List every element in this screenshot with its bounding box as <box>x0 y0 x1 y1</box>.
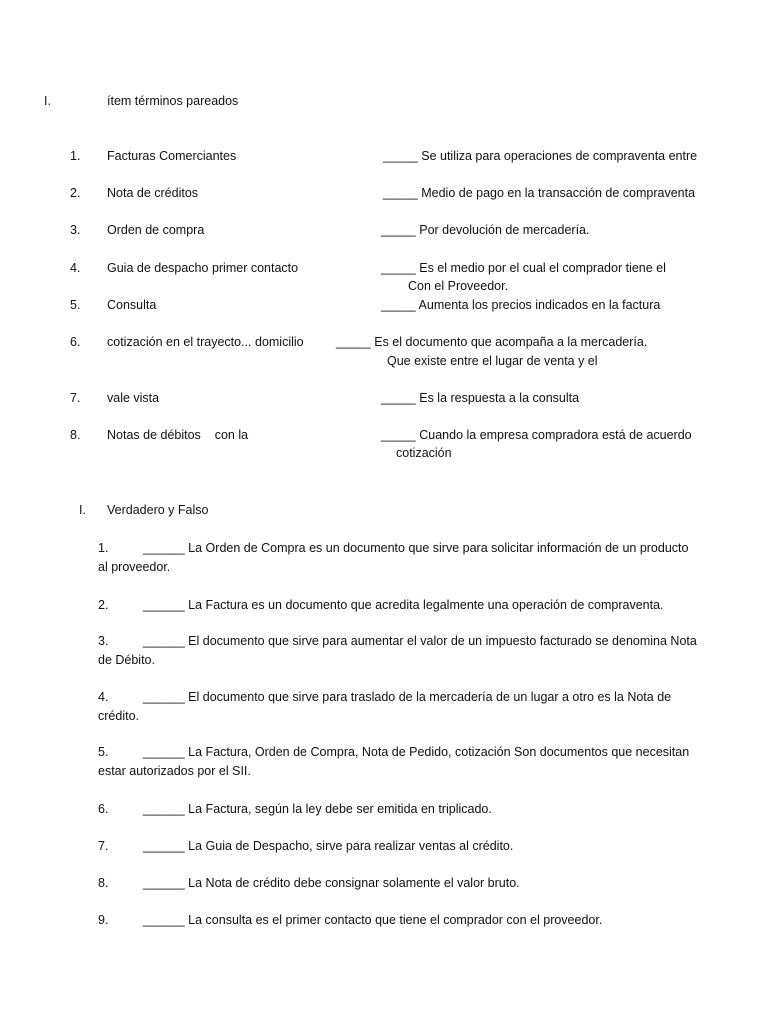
tf-item-text: ______ El documento que sirve para aumentar el valor de un impuesto facturado se denomina Nota de Débito. <box>98 634 697 667</box>
right-item-text: _____ Es la respuesta a la consulta <box>381 391 580 405</box>
tf-item-num: 2. <box>98 598 109 612</box>
left-item-text: cotización en el trayecto... domicilio <box>107 335 304 349</box>
left-item-num: 7. <box>70 391 81 405</box>
tf-item-text: ______ La Factura es un documento que acredita legalmente una operación de compraventa. <box>143 598 664 612</box>
tf-item-text: ______ La Factura, Orden de Compra, Nota de Pedido, cotización Son documentos que necesitan estar autorizados por el SII. <box>98 745 690 778</box>
section1-title: ítem términos pareados <box>107 94 239 108</box>
tf-item-num: 5. <box>98 745 109 759</box>
tf-item-text: ______ La Nota de crédito debe consignar solamente el valor bruto. <box>143 876 520 890</box>
section2-roman: I. <box>79 503 86 517</box>
tf-item-num: 7. <box>98 839 109 853</box>
tf-item-num: 6. <box>98 802 109 816</box>
tf-item-num: 9. <box>98 913 109 927</box>
left-item-num: 4. <box>70 261 81 275</box>
tf-item <box>98 688 698 726</box>
left-item-num: 6. <box>70 335 81 349</box>
left-item-num: 3. <box>70 223 81 237</box>
right-item-text: _____ Se utiliza para operaciones de compraventa entre <box>383 149 698 163</box>
left-item-num: 2. <box>70 186 81 200</box>
left-item-text: Nota de créditos <box>107 186 199 200</box>
tf-item-text: ______ La Factura, según la ley debe ser emitida en triplicado. <box>143 802 492 816</box>
left-item-num: 1. <box>70 149 81 163</box>
tf-item-num: 4. <box>98 690 109 704</box>
section1-roman: I. <box>44 94 51 108</box>
tf-item <box>98 743 698 781</box>
right-item-text-continued: Que existe entre el lugar de venta y el <box>387 354 598 368</box>
tf-item <box>98 800 698 819</box>
right-item-text: _____ Es el documento que acompaña a la mercadería. <box>336 335 648 349</box>
tf-item-text: ______ La Guia de Despacho, sirve para realizar ventas al crédito. <box>143 839 514 853</box>
tf-item-num: 1. <box>98 541 109 555</box>
tf-item-text: ______ El documento que sirve para traslado de la mercadería de un lugar a otro es la Nota de crédito. <box>98 690 672 723</box>
left-item-text: Facturas Comerciantes <box>107 149 237 163</box>
right-item-text-continued: cotización <box>396 446 452 460</box>
tf-item-text: ______ La consulta es el primer contacto que tiene el comprador con el proveedor. <box>143 913 603 927</box>
tf-item <box>98 911 698 930</box>
left-item-num: 5. <box>70 298 81 312</box>
left-item-text: Orden de compra <box>107 223 205 237</box>
right-item-text: _____ Por devolución de mercadería. <box>381 223 590 237</box>
tf-item <box>98 596 698 615</box>
tf-item-num: 3. <box>98 634 109 648</box>
right-item-text-continued: Con el Proveedor. <box>408 279 509 293</box>
left-item-text: Guia de despacho primer contacto <box>107 261 299 275</box>
tf-item <box>98 632 698 670</box>
tf-item <box>98 874 698 893</box>
right-item-text: _____ Cuando la empresa compradora está de acuerdo <box>381 428 692 442</box>
left-item-num: 8. <box>70 428 81 442</box>
tf-item-num: 8. <box>98 876 109 890</box>
right-item-text: _____ Medio de pago en la transacción de compraventa <box>383 186 696 200</box>
tf-item <box>98 539 698 577</box>
tf-item-text: ______ La Orden de Compra es un documento que sirve para solicitar información de un producto al proveedor. <box>98 541 689 574</box>
right-item-text: _____ Aumenta los precios indicados en la factura <box>381 298 661 312</box>
left-item-text: Consulta <box>107 298 157 312</box>
tf-item <box>98 837 698 856</box>
left-item-text: Notas de débitos con la <box>107 428 249 442</box>
left-item-text: vale vista <box>107 391 160 405</box>
section2-title: Verdadero y Falso <box>107 503 209 517</box>
right-item-text: _____ Es el medio por el cual el comprador tiene el <box>381 261 666 275</box>
